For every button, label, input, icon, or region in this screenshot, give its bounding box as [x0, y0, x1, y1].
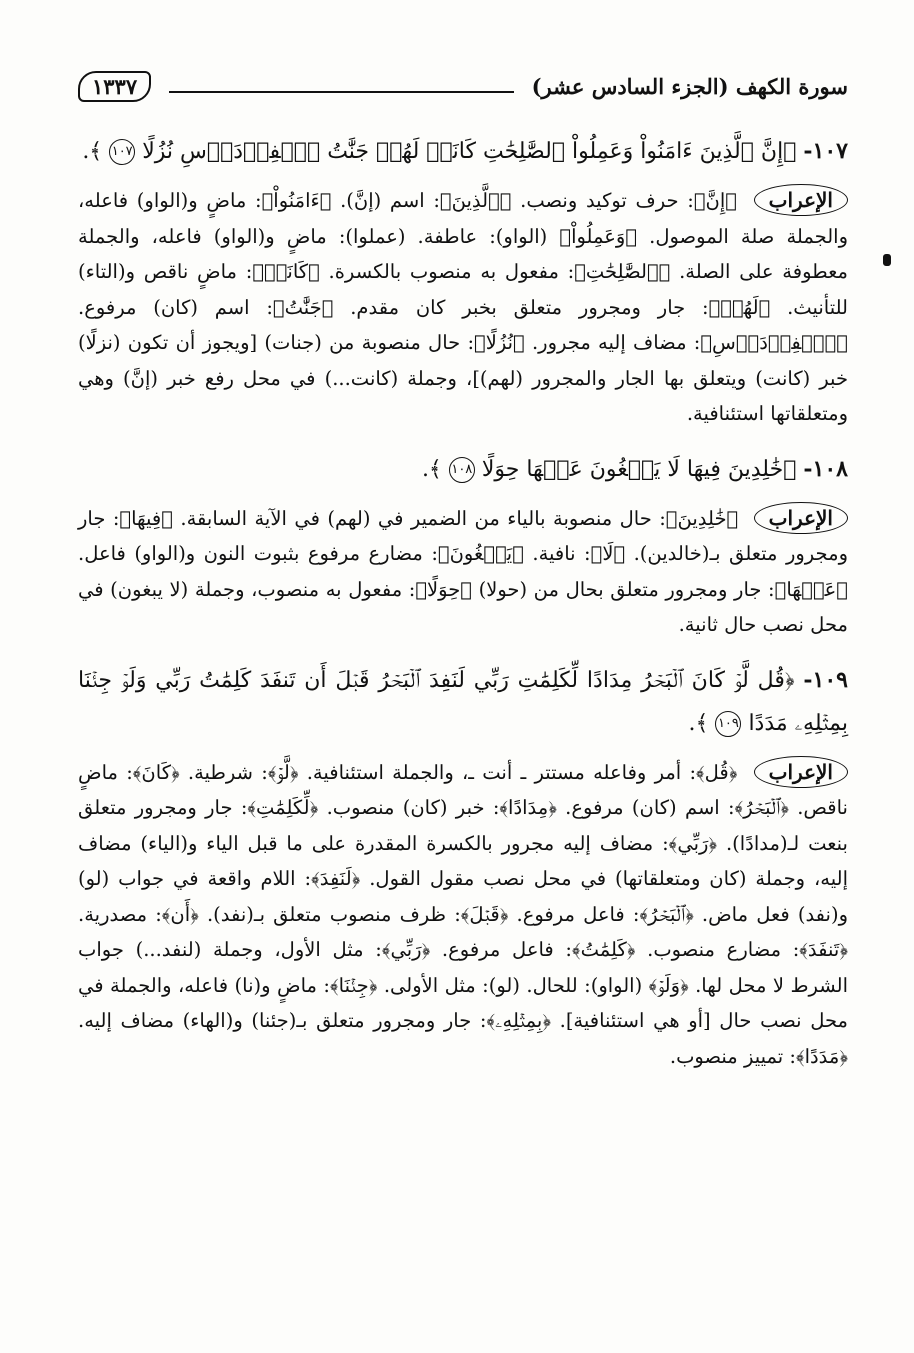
page — [78, 58, 848, 1074]
page-number: ١٣٣٧ — [78, 71, 151, 102]
verse-end: ﴾. — [82, 139, 103, 164]
irab-108 — [78, 501, 848, 643]
header-rule — [169, 91, 513, 93]
surah-title: سورة الكهف (الجزء السادس عشر) — [531, 73, 848, 99]
verse-text: ﴿إِنَّ ٱلَّذِينَ ءَامَنُواْ وَعَمِلُواْ ٱلصَّٰلِحَٰتِ كَانَتۡ لَهُمۡ جَنَّٰتُ ٱلۡفِرۡدَوۡسِ نُزُلًا — [142, 139, 797, 164]
verse-108 — [78, 448, 848, 491]
verse-number: ١٠٧- — [803, 138, 848, 164]
verse-end: ﴾. — [688, 710, 709, 736]
irab-label: الإعراب — [754, 502, 848, 534]
irab-text: ﴿إِنَّ﴾: حرف توكيد ونصب. ﴿ٱلَّذِينَ﴾: اسم (إنَّ). ﴿ءَامَنُواْ﴾: ماضٍ و(الواو) فاعله، والجملة صلة الموصول. ﴿وَعَمِلُواْ﴾ (الواو): عاطفة. (عملوا): ماضٍ و(الواو) فاعله، والجملة معطوفة على الصلة. ﴿ٱلصَّٰلِحَٰتِ﴾: مفعول به منصوب بالكسرة. ﴿كَانَتۡ﴾: ماضٍ ناقص و(التاء) للتأنيث. ﴿لَهُمۡ﴾: جار ومجرور متعلق بخبر كان مقدم. ﴿جَنَّٰتُ﴾: اسم (كان) مرفوع. ﴿ٱلۡفِرۡدَوۡسِ﴾: مضاف إليه مجرور. ﴿نُزُلًا﴾: حال منصوبة من (جنات) [ويجوز أن تكون (نزلًا) خبر (كانت) ويتعلق بها الجار والمجرور (لهم)]، وجملة (كانت...) في محل رفع خبر (إنَّ) وهي ومتعلقاتها استئنافية. — [78, 189, 848, 425]
verse-107 — [78, 130, 848, 173]
verse-109 — [78, 659, 848, 745]
page-header — [78, 58, 848, 114]
ayah-marker: ١٠٩ — [715, 711, 741, 737]
irab-107 — [78, 183, 848, 432]
verse-end: ﴾. — [421, 456, 442, 482]
margin-mark — [883, 254, 891, 266]
irab-text: ﴿خَٰلِدِينَ﴾: حال منصوبة بالياء من الضمير في (لهم) في الآية السابقة. ﴿فِيهَا﴾: جار ومجرور متعلق بـ(خالدين). ﴿لَا﴾: نافية. ﴿يَبۡغُونَ﴾: مضارع مرفوع بثبوت النون و(الواو) فاعل. ﴿عَنۡهَا﴾: جار ومجرور متعلق بحال من (حولا) ﴿حِوَلًا﴾: مفعول به منصوب، وجملة (لا يبغون) في محل نصب حال ثانية. — [78, 506, 848, 636]
irab-109 — [78, 755, 848, 1075]
verse-text: ﴿قُل لَّوۡ كَانَ ٱلۡبَحۡرُ مِدَادًا لِّكَلِمَٰتِ رَبِّي لَنَفِدَ ٱلۡبَحۡرُ قَبۡلَ أَن تَنفَدَ كَلِمَٰتُ رَبِّي وَلَوۡ جِئۡنَا بِمِثۡلِهِۦ مَدَدًا — [78, 667, 848, 736]
irab-label: الإعراب — [754, 756, 848, 788]
verse-number: ١٠٩- — [803, 666, 848, 693]
irab-text: ﴿قُل﴾: أمر وفاعله مستتر ـ أنت ـ، والجملة استئنافية. ﴿لَّوۡ﴾: شرطية. ﴿كَانَ﴾: ماضٍ ناقص. ﴿ٱلۡبَحۡرُ﴾: اسم (كان) مرفوع. ﴿مِدَادًا﴾: خبر (كان) منصوب. ﴿لِّكَلِمَٰتِ﴾: جار ومجرور متعلق بنعت لـ(مدادًا). ﴿رَبِّي﴾: مضاف إليه مجرور بالكسرة المقدرة على ما قبل الياء و(الياء) مضاف إليه، وجملة (كان ومتعلقاتها) في محل نصب مقول القول. ﴿لَنَفِدَ﴾: اللام واقعة في جواب (لو) و(نفد) فعل ماض. ﴿ٱلۡبَحۡرُ﴾: فاعل مرفوع. ﴿قَبۡلَ﴾: ظرف منصوب متعلق بـ(نفد). ﴿أَن﴾: مصدرية. ﴿تَنفَدَ﴾: مضارع منصوب. ﴿كَلِمَٰتُ﴾: فاعل مرفوع. ﴿رَبِّي﴾: مثل الأول، وجملة (لنفد...) جواب الشرط لا محل لها. ﴿وَلَوۡ﴾ (الواو): للحال. (لو): مثل الأولى. ﴿جِئۡنَا﴾: ماضٍ و(نا) فاعله، والجملة في محل نصب حال [أو هي استئنافية]. ﴿بِمِثۡلِهِۦ﴾: جار ومجرور متعلق بـ(جئنا) و(الهاء) مضاف إليه. ﴿مَدَدًا﴾: تمييز منصوب. — [78, 760, 848, 1068]
verse-number: ١٠٨- — [803, 455, 848, 482]
ayah-marker: ١٠٨ — [449, 457, 475, 483]
ayah-marker: ١٠٧ — [109, 139, 135, 165]
irab-label: الإعراب — [754, 184, 848, 216]
verse-text: ﴿خَٰلِدِينَ فِيهَا لَا يَبۡغُونَ عَنۡهَا حِوَلًا — [481, 456, 797, 482]
